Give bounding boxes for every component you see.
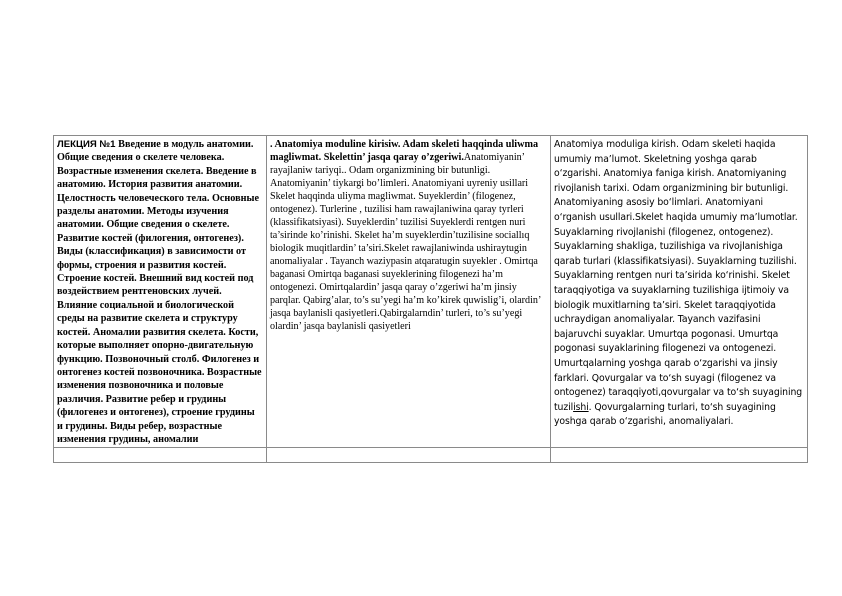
karakalpak-topic-text: Anatomiyanin’ rayajlaniw tariyqi.. Odam organizmining bir butunligi. Anatomiyanin’ tiykargi bo’limleri. Anatomiyani uyreniy usillari Skelet haqqinda uliyma magliwmat. Suyeklerdin’ (filogenez, ontogenez). Turlerine , tuzilisi ham rawajlaniwina qaray tyrleri (klassifikatsiyasi). Suyeklerdin’ tuzilisi Suyeklerdi rentgen nuri ta’sirinde ko’rinishi. Skelet ha’m suyeklerdin’tuzilisine sociallıq biologik muqitlardin’ ta’siri.Skelet rawajlaniwinda ushiraytugin anomaliyalar . Tayanch waziypasin atqaratugin suyekler . Omirtqa baganasi Omirtqa baganasi suyeklerining filogenezi ha’m ontogenezi. Omirtqalardin’ jasqa qaray o’zgeriwi ha’m jinsiy parqlar. Qabirg’alar, to’s su’yegi ha’m ko’kirek quwislig’i, olardin’ jasqa baylanisli qasiyetleri.Qabirgalarndin’ turleri, to’s su’yegi olardin’ jasqa baylanisli qasiyetleri [270, 152, 541, 332]
empty-cell [551, 448, 808, 463]
uzbek-underlined-text: ishi [573, 401, 589, 413]
empty-cell [54, 448, 267, 463]
karakalpak-topic-heading: . Anatomiya moduline kirisiw. Adam skeleti haqqinda uliwma magliwmat. Skelettin’ jasqa qaray o’zgeriwi. [270, 139, 539, 163]
table-row [54, 136, 808, 448]
uzbek-topic-cell [551, 136, 808, 448]
empty-cell [267, 448, 551, 463]
uzbek-topic-text: Anatomiya moduliga kirish. Odam skeleti haqida umumiy ma’lumot. Skeletning yoshga qarab o‘zgarishi. Anatomiya faniga kirish. Anatomiyaning rivojlanish tarixi. Odam organizmining bir butunligi. Anatomiyaning asosiy bo‘limlari. Anatomiyani o‘rganish usullari.Skelet haqida umumiy ma’lumotlar. Suyaklarning rivojlanishi (filogenez, ontogenez). Suyaklarning shakliga, tuzilishiga va rivojlanishiga qarab turlari (klassifikatsiyasi). Suyaklarning tuzilishi. Suyaklarning rentgen nuri ta’sirida ko‘rinishi. Skelet taraqqiyotiga va suyaklarning tuzilishiga ijtimoiy va biologik muxitlarning ta’siri. Skelet taraqqiyotida uchraydigan anomaliyalar. Tayanch vazifasini bajaruvchi suyaklar. Umurtqa pogonasi. Umurtqa pogonasi suyaklarining filogenezi va ontogenezi. Umurtqalarning yoshga qarab o‘zgarishi va jinsiy farklari. Qovurgalar va to‘sh suyagi (filogenez va ontogenez) taraqqiyoti,qovurgalar va to‘sh suyagining tuzil [554, 139, 803, 413]
russian-topic-text: Введение в модуль анатомии. Общие сведения о скелете человека. Возрастные изменения скелета. Введение в анатомию. История развития анатомии. Целостность человеческого тела. Основные разделы анатомии. Методы изучения анатомии. Общие сведения о скелете. Развитие костей (филогения, онтогенез). Виды (классификация) в зависимости от формы, строения и развития костей. Строение костей. Внешний вид костей под воздействием рентгеновских лучей. Влияние социальной и биологической среды на развитие скелета и структуру костей. Аномалии развития скелета. Кости, которые выполняет опорно-двигательную функцию. Позвоночный столб. Филогенез и онтогенез костей позвоночника. Возрастные изменения позвоночника и половые различия. Развитие ребер и грудины (филогенез и онтогенез), строение грудины и грудины. Виды ребер, возрастные изменения грудины, аномалии [57, 139, 262, 445]
uzbek-topic-tail: . Qovurgalarning turlari, to‘sh suyagining yoshga qarab o‘zgarishi, anomaliyalari. [554, 401, 776, 428]
lecture-number: ЛЕКЦИЯ №1 [57, 139, 119, 150]
syllabus-table [53, 135, 808, 463]
karakalpak-topic-cell [267, 136, 551, 448]
russian-topic-cell [54, 136, 267, 448]
table-row-empty [54, 448, 808, 463]
